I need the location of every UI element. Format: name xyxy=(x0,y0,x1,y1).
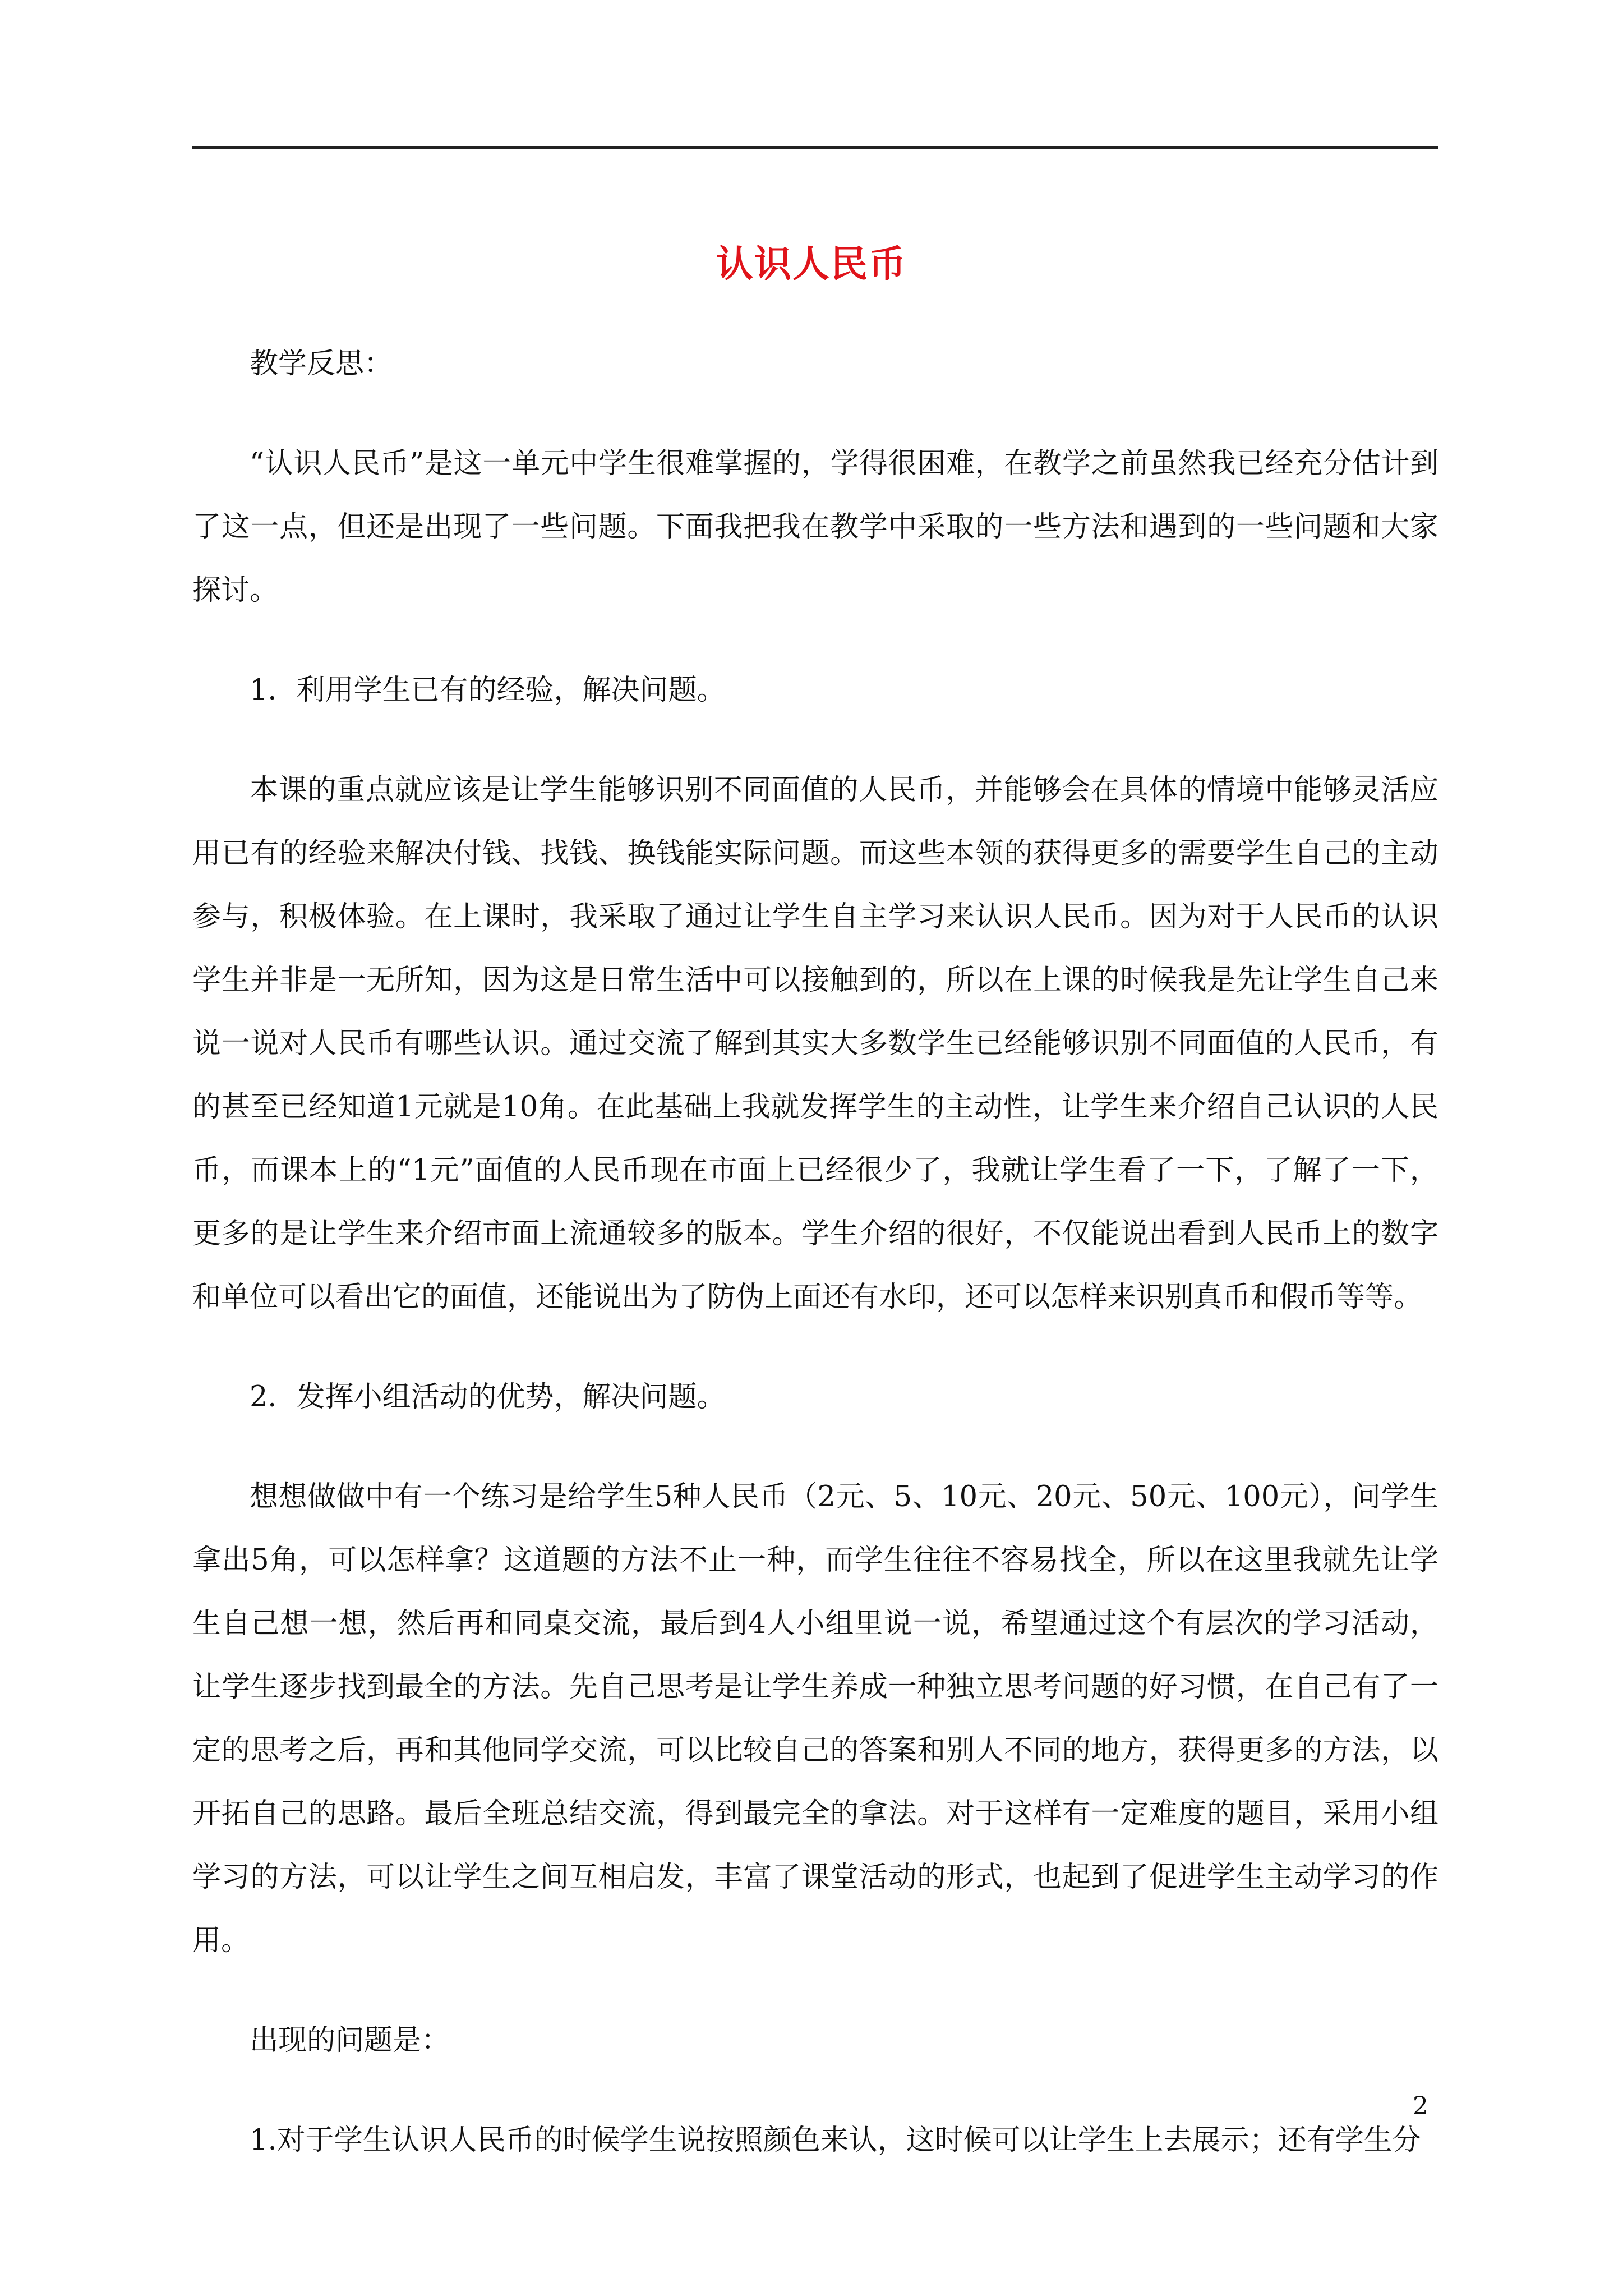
page-number: 2 xyxy=(1413,2092,1428,2120)
paragraph-heading-reflection: 教学反思： xyxy=(250,347,393,380)
paragraph-section-2-body: 想想做做中有一个练习是给学生5种人民币（2元、5、10元、20元、50元、100元），问学生拿出5角，可以怎样拿？这道题的方法不止一种，而学生往往不容易找全，所以在这里我就先让学生自己想一想，然后再和同桌交流，最后到4人小组里说一说，希望通过这个有层次的学习活动，让学生逐步找到最全的方法。先自己思考是让学生养成一种独立思考问题的好习惯，在自己有了一定的思考之后，再和其他同学交流，可以比较自己的答案和别人不同的地方，获得更多的方法，以开拓自己的思路。最后全班总结交流，得到最完全的拿法。对于这样有一定难度的题目，采用小组学习的方法，可以让学生之间互相启发，丰富了课堂活动的形式，也起到了促进学生主动学习的作用。 xyxy=(192,1480,1438,1957)
paragraph-problems-heading: 出现的问题是： xyxy=(250,2024,450,2057)
document-title: 认识人民币 xyxy=(716,242,907,286)
paragraph-intro: “认识人民币”是这一单元中学生很难掌握的，学得很困难，在教学之前虽然我已经充分估计到了这一点，但还是出现了一些问题。下面我把我在教学中采取的一些方法和遇到的一些问题和大家探讨。 xyxy=(192,447,1438,607)
paragraph-section-1-body: 本课的重点就应该是让学生能够识别不同面值的人民币，并能够会在具体的情境中能够灵活应用已有的经验来解决付钱、找钱、换钱能实际问题。而这些本领的获得更多的需要学生自己的主动参与，积极体验。在上课时，我采取了通过让学生自主学习来认识人民币。因为对于人民币的认识学生并非是一无所知，因为这是日常生活中可以接触到的，所以在上课的时候我是先让学生自己来说一说对人民币有哪些认识。通过交流了解到其实大多数学生已经能够识别不同面值的人民币，有的甚至已经知道1元就是10角。在此基础上我就发挥学生的主动性，让学生来介绍自己认识的人民币，而课本上的“1元”面值的人民币现在市面上已经很少了，我就让学生看了一下，了解了一下，更多的是让学生来介绍市面上流通较多的版本。学生介绍的很好，不仅能说出看到人民币上的数字和单位可以看出它的面值，还能说出为了防伪上面还有水印，还可以怎样来识别真币和假币等等。 xyxy=(192,774,1438,1314)
header-rule xyxy=(192,146,1438,149)
paragraph-problem-1: 1.对于学生认识人民币的时候学生说按照颜色来认，这时候可以让学生上去展示；还有学生分 xyxy=(250,2124,1421,2157)
document-body xyxy=(192,332,1438,2208)
paragraph-section-1-heading: 1．利用学生已有的经验，解决问题。 xyxy=(250,674,726,707)
paragraph-section-2-heading: 2．发挥小组活动的优势，解决问题。 xyxy=(250,1381,726,1414)
